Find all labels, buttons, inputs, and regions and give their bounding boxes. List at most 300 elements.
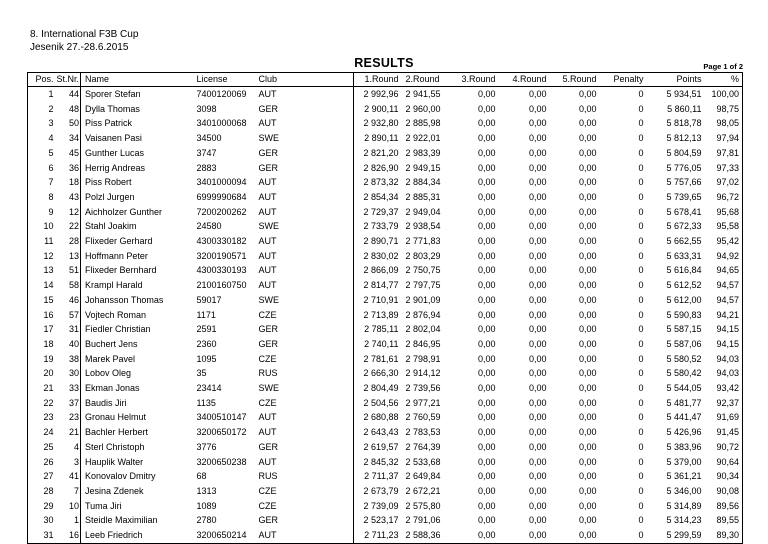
cell-round-3: 0,00	[477, 515, 496, 526]
cell-round-4: 0,00	[528, 294, 547, 305]
table-row	[28, 219, 743, 234]
col-header-percent: %	[705, 73, 743, 87]
cell-percent: 97,02	[705, 175, 743, 190]
event-dates: Jesenik 27.-28.6.2015	[30, 42, 129, 53]
cell-club: GER	[258, 513, 354, 528]
cell-round-5: 0,00	[578, 133, 597, 144]
cell-penalty: 0	[638, 118, 644, 129]
cell-penalty: 0	[638, 515, 644, 526]
table-row	[28, 175, 743, 190]
table-row	[28, 469, 743, 484]
cell-round-4: 0,00	[528, 441, 547, 452]
cell-pos: 14	[28, 278, 55, 293]
table-row	[28, 381, 743, 396]
cell-points: 5 678,41	[666, 206, 702, 217]
cell-name: Dylla Thomas	[85, 103, 140, 114]
cell-points: 5 860,11	[667, 103, 702, 114]
cell-name: Buchert Jens	[85, 338, 138, 349]
cell-penalty: 0	[638, 147, 644, 158]
cell-percent: 94,03	[705, 352, 743, 367]
cell-round-2: 2 739,56	[405, 383, 441, 394]
cell-club: CZE	[258, 499, 354, 514]
cell-round-5: 0,00	[578, 280, 597, 291]
cell-club: AUT	[258, 278, 354, 293]
cell-pos: 8	[28, 190, 55, 205]
cell-penalty: 0	[638, 221, 644, 232]
cell-points: 5 739,65	[666, 191, 702, 202]
cell-license: 3401000068	[196, 118, 247, 129]
cell-points: 5 587,15	[666, 324, 702, 335]
cell-start-number: 36	[55, 161, 81, 176]
cell-percent: 90,08	[705, 484, 743, 499]
cell-points: 5 346,00	[666, 485, 702, 496]
cell-percent: 94,15	[705, 322, 743, 337]
cell-round-2: 2 977,21	[405, 397, 441, 408]
cell-club: CZE	[258, 396, 354, 411]
col-header-round-2: 2.Round	[402, 73, 452, 87]
cell-round-3: 0,00	[477, 427, 496, 438]
cell-pos: 27	[28, 469, 55, 484]
col-header-points: Points	[647, 73, 705, 87]
cell-round-1: 2 890,71	[363, 236, 399, 247]
cell-percent: 91,45	[705, 425, 743, 440]
cell-points: 5 481,77	[666, 397, 702, 408]
cell-start-number: 57	[55, 308, 81, 323]
cell-start-number: 48	[55, 102, 81, 117]
cell-round-4: 0,00	[499, 528, 550, 543]
table-row	[28, 528, 743, 543]
cell-round-3: 0,00	[477, 191, 496, 202]
cell-penalty: 0	[638, 383, 644, 394]
table-row	[28, 513, 743, 528]
cell-percent: 89,30	[705, 528, 743, 543]
cell-round-5: 0,00	[578, 515, 597, 526]
cell-round-5: 0,00	[578, 89, 597, 99]
cell-round-1: 2 523,17	[363, 515, 399, 526]
cell-pos: 10	[28, 219, 55, 234]
cell-round-1: 2 873,32	[363, 177, 399, 188]
cell-start-number: 51	[55, 263, 81, 278]
col-header-name: Name	[81, 73, 196, 87]
cell-pos: 7	[28, 175, 55, 190]
cell-penalty: 0	[638, 427, 644, 438]
cell-percent: 95,42	[705, 234, 743, 249]
cell-percent: 91,69	[705, 410, 743, 425]
cell-round-5: 0,00	[578, 441, 597, 452]
cell-name: Johansson Thomas	[85, 294, 164, 305]
cell-round-1: 2 826,90	[363, 162, 399, 173]
table-row	[28, 278, 743, 293]
cell-round-3: 0,00	[477, 368, 496, 379]
cell-round-2: 2 949,15	[405, 162, 441, 173]
cell-points: 5 776,05	[666, 162, 702, 173]
cell-round-1: 2 643,43	[363, 427, 399, 438]
cell-round-1: 2 821,20	[363, 147, 399, 158]
cell-penalty: 0	[638, 162, 644, 173]
cell-name: Bachler Herbert	[85, 427, 149, 438]
cell-round-3: 0,00	[477, 236, 496, 247]
cell-round-5: 0,00	[578, 191, 597, 202]
cell-round-3: 0,00	[477, 221, 496, 232]
cell-round-2: 2 922,01	[405, 133, 441, 144]
cell-club: AUT	[258, 175, 354, 190]
cell-club: AUT	[258, 190, 354, 205]
cell-penalty: 0	[638, 397, 644, 408]
cell-license: 3098	[196, 103, 217, 114]
cell-points: 5 587,06	[666, 338, 702, 349]
cell-pos: 2	[28, 102, 55, 117]
cell-round-4: 0,00	[528, 456, 547, 467]
cell-percent: 98,05	[705, 116, 743, 131]
cell-round-5: 0,00	[578, 221, 597, 232]
page-indicator: Page 1 of 2	[703, 62, 743, 71]
table-row	[28, 87, 743, 102]
cell-round-3: 0,00	[477, 500, 496, 511]
cell-pos: 18	[28, 337, 55, 352]
cell-round-2: 2 760,59	[405, 412, 441, 423]
cell-license: 59017	[196, 294, 222, 305]
cell-round-1: 2 739,09	[363, 500, 399, 511]
cell-start-number: 46	[55, 293, 81, 308]
cell-round-2: 2 901,09	[405, 294, 441, 305]
cell-round-3: 0,00	[477, 118, 496, 129]
cell-round-3: 0,00	[477, 250, 496, 261]
cell-license: 3401000094	[196, 177, 247, 188]
cell-round-2: 2 885,98	[405, 118, 441, 129]
cell-round-5: 0,00	[578, 485, 597, 496]
cell-round-2: 2 960,00	[405, 103, 441, 114]
cell-pos: 25	[28, 440, 55, 455]
cell-round-4: 0,00	[528, 338, 547, 349]
cell-penalty: 0	[638, 206, 644, 217]
cell-round-2: 2 783,53	[405, 427, 441, 438]
cell-round-3: 0,00	[477, 162, 496, 173]
col-header-round-3: 3.Round	[452, 73, 499, 87]
table-row	[28, 352, 743, 367]
cell-percent: 97,33	[705, 161, 743, 176]
cell-license: 3200650172	[196, 427, 247, 438]
cell-club: AUT	[258, 455, 354, 470]
cell-penalty: 0	[638, 236, 644, 247]
cell-points: 5 544,05	[666, 383, 702, 394]
table-row	[28, 131, 743, 146]
cell-round-3: 0,00	[477, 383, 496, 394]
cell-round-4: 0,00	[528, 221, 547, 232]
cell-start-number: 10	[55, 499, 81, 514]
col-header-pos: Pos.	[28, 73, 55, 87]
col-header-license: License	[196, 73, 258, 87]
cell-round-4: 0,00	[528, 191, 547, 202]
cell-club: GER	[258, 322, 354, 337]
cell-pos: 16	[28, 308, 55, 323]
cell-percent: 90,64	[705, 455, 743, 470]
cell-round-4: 0,00	[528, 280, 547, 291]
table-row	[28, 366, 743, 381]
cell-round-3: 0,00	[477, 89, 496, 99]
cell-round-1: 2 733,79	[363, 221, 399, 232]
cell-pos: 21	[28, 381, 55, 396]
cell-license: 1171	[196, 309, 216, 320]
cell-round-3: 0,00	[477, 147, 496, 158]
cell-penalty: 0	[638, 500, 644, 511]
cell-round-1: 2 711,37	[364, 471, 399, 482]
cell-club: CZE	[258, 308, 354, 323]
cell-club: GER	[258, 440, 354, 455]
cell-percent: 89,56	[705, 499, 743, 514]
cell-pos: 24	[28, 425, 55, 440]
cell-points: 5 299,59	[647, 528, 705, 543]
cell-pos: 31	[28, 528, 55, 543]
cell-round-5: 0,00	[578, 353, 597, 364]
cell-name: Tuma Jiri	[85, 500, 122, 511]
cell-club: AUT	[258, 249, 354, 264]
cell-club: GER	[258, 161, 354, 176]
cell-penalty: 0	[638, 471, 644, 482]
cell-points: 5 580,42	[666, 368, 702, 379]
cell-round-4: 0,00	[528, 177, 547, 188]
cell-percent: 95,58	[705, 219, 743, 234]
cell-percent: 92,37	[705, 396, 743, 411]
cell-points: 5 314,23	[666, 515, 702, 526]
cell-round-5: 0,00	[578, 177, 597, 188]
cell-pos: 26	[28, 455, 55, 470]
cell-penalty: 0	[638, 280, 644, 291]
cell-points: 5 426,96	[666, 427, 702, 438]
cell-penalty: 0	[638, 309, 644, 320]
cell-round-3: 0,00	[477, 338, 496, 349]
cell-license: 35	[196, 368, 207, 379]
cell-round-5: 0,00	[578, 324, 597, 335]
cell-round-3: 0,00	[477, 206, 496, 217]
cell-percent: 94,65	[705, 263, 743, 278]
table-row	[28, 455, 743, 470]
cell-penalty: 0	[638, 191, 644, 202]
cell-round-3: 0,00	[477, 280, 496, 291]
cell-start-number: 37	[55, 396, 81, 411]
cell-round-5: 0,00	[578, 309, 597, 320]
header-row	[28, 73, 743, 87]
cell-pos: 29	[28, 499, 55, 514]
cell-name: Piss Robert	[85, 177, 132, 188]
cell-round-2: 2 575,80	[405, 500, 441, 511]
cell-penalty: 0	[638, 133, 644, 144]
cell-round-5: 0,00	[578, 250, 597, 261]
cell-round-1: 2 673,79	[363, 485, 399, 496]
cell-round-3: 0,00	[452, 528, 499, 543]
cell-round-1: 2 729,37	[363, 206, 399, 217]
cell-round-5: 0,00	[578, 162, 597, 173]
cell-points: 5 818,78	[666, 118, 702, 129]
results-heading: RESULTS	[354, 56, 414, 70]
cell-round-2: 2 672,21	[405, 485, 441, 496]
col-header-round-4: 4.Round	[499, 73, 550, 87]
table-row	[28, 396, 743, 411]
table-row	[28, 102, 743, 117]
cell-club: CZE	[258, 352, 354, 367]
cell-start-number: 44	[55, 87, 81, 102]
cell-start-number: 18	[55, 175, 81, 190]
cell-pos: 5	[28, 146, 55, 161]
cell-club: AUT	[258, 87, 354, 102]
cell-round-3: 0,00	[477, 265, 496, 276]
cell-points: 5 757,66	[666, 177, 702, 188]
cell-club: AUT	[258, 116, 354, 131]
cell-license: 6999990684	[196, 191, 247, 202]
cell-points: 5 934,51	[666, 89, 702, 99]
cell-round-3: 0,00	[477, 441, 496, 452]
cell-license: 2780	[196, 515, 217, 526]
cell-round-2: 2 885,31	[405, 191, 441, 202]
cell-license: 1089	[196, 500, 217, 511]
cell-start-number: 34	[55, 131, 81, 146]
table-row	[28, 293, 743, 308]
cell-club: AUT	[258, 528, 354, 543]
table-row	[28, 263, 743, 278]
cell-club: AUT	[258, 263, 354, 278]
cell-round-3: 0,00	[477, 133, 496, 144]
cell-license: 23414	[196, 383, 222, 394]
cell-license: 2100160750	[196, 280, 247, 291]
cell-round-4: 0,00	[528, 162, 547, 173]
cell-round-1: 2 666,30	[363, 368, 399, 379]
cell-round-2: 2 876,94	[405, 309, 441, 320]
cell-club: SWE	[258, 293, 354, 308]
cell-round-1: 2 781,61	[363, 353, 399, 364]
cell-round-1: 2 830,02	[363, 250, 399, 261]
cell-name: Vaisanen Pasi	[85, 133, 142, 144]
cell-round-2: 2 846,95	[405, 338, 441, 349]
cell-percent: 95,68	[705, 205, 743, 220]
cell-percent: 96,72	[705, 190, 743, 205]
table-row	[28, 499, 743, 514]
results-table-body	[28, 87, 743, 544]
cell-round-4: 0,00	[528, 324, 547, 335]
cell-round-5: 0,00	[578, 456, 597, 467]
cell-name: Hoffmann Peter	[85, 250, 148, 261]
cell-round-5: 0,00	[578, 236, 597, 247]
col-header-club: Club	[258, 73, 354, 87]
cell-name: Baudis Jiri	[85, 397, 127, 408]
cell-round-2: 2 884,34	[405, 177, 441, 188]
cell-points: 5 662,55	[666, 236, 702, 247]
cell-penalty: 0	[600, 528, 647, 543]
cell-round-4: 0,00	[528, 250, 547, 261]
cell-round-3: 0,00	[477, 309, 496, 320]
cell-pos: 12	[28, 249, 55, 264]
cell-round-2: 2 750,75	[405, 265, 441, 276]
cell-round-3: 0,00	[477, 324, 496, 335]
cell-round-2: 2 914,12	[405, 368, 441, 379]
cell-license: 3747	[196, 147, 217, 158]
cell-round-2: 2 798,91	[405, 353, 441, 364]
cell-pos: 17	[28, 322, 55, 337]
cell-round-3: 0,00	[477, 412, 496, 423]
cell-round-5: 0,00	[578, 265, 597, 276]
cell-name: Flixeder Gerhard	[85, 236, 153, 247]
cell-percent: 98,75	[705, 102, 743, 117]
table-row	[28, 205, 743, 220]
cell-round-1: 2 740,11	[364, 338, 399, 349]
cell-percent: 97,81	[705, 146, 743, 161]
cell-start-number: 1	[55, 513, 81, 528]
cell-round-3: 0,00	[477, 397, 496, 408]
cell-pos: 23	[28, 410, 55, 425]
cell-percent: 94,92	[705, 249, 743, 264]
cell-start-number: 16	[55, 528, 81, 543]
cell-pos: 15	[28, 293, 55, 308]
cell-penalty: 0	[638, 338, 644, 349]
cell-round-4: 0,00	[528, 368, 547, 379]
cell-name: Sporer Stefan	[85, 89, 141, 99]
cell-round-2: 2 941,55	[405, 89, 441, 99]
cell-start-number: 45	[55, 146, 81, 161]
cell-points: 5 314,89	[666, 500, 702, 511]
cell-name: Polzl Jurgen	[85, 191, 135, 202]
cell-round-2: 2 938,54	[405, 221, 441, 232]
cell-round-2: 2 588,36	[402, 528, 452, 543]
cell-round-4: 0,00	[528, 515, 547, 526]
cell-name: Aichholzer Gunther	[85, 206, 163, 217]
cell-round-5: 0,00	[578, 427, 597, 438]
cell-license: 3200650214	[196, 528, 258, 543]
col-header-penalty: Penalty	[600, 73, 647, 87]
cell-name: Gunther Lucas	[85, 147, 145, 158]
cell-start-number: 43	[55, 190, 81, 205]
cell-start-number: 30	[55, 366, 81, 381]
table-row	[28, 161, 743, 176]
cell-round-3: 0,00	[477, 471, 496, 482]
table-row	[28, 116, 743, 131]
cell-round-1: 2 900,11	[364, 103, 399, 114]
cell-round-1: 2 845,32	[363, 456, 399, 467]
cell-round-1: 2 619,57	[363, 441, 399, 452]
table-row	[28, 484, 743, 499]
cell-start-number: 28	[55, 234, 81, 249]
cell-license: 34500	[196, 133, 222, 144]
results-table	[27, 72, 743, 544]
cell-round-5: 0,00	[550, 528, 600, 543]
cell-start-number: 40	[55, 337, 81, 352]
cell-club: RUS	[258, 366, 354, 381]
cell-start-number: 4	[55, 440, 81, 455]
cell-name: Sterl Christoph	[85, 441, 145, 452]
cell-start-number: 12	[55, 205, 81, 220]
cell-name: Herrig Andreas	[85, 162, 146, 173]
table-row	[28, 410, 743, 425]
cell-penalty: 0	[638, 250, 644, 261]
cell-points: 5 612,00	[666, 294, 702, 305]
cell-pos: 11	[28, 234, 55, 249]
cell-name: Gronau Helmut	[85, 412, 147, 423]
cell-round-5: 0,00	[578, 383, 597, 394]
cell-round-2: 2 797,75	[405, 280, 441, 291]
cell-percent: 94,03	[705, 366, 743, 381]
cell-club: AUT	[258, 410, 354, 425]
cell-round-4: 0,00	[528, 236, 547, 247]
cell-round-4: 0,00	[528, 147, 547, 158]
cell-pos: 22	[28, 396, 55, 411]
cell-points: 5 633,31	[666, 250, 702, 261]
cell-round-2: 2 949,04	[405, 206, 441, 217]
cell-club: AUT	[258, 234, 354, 249]
cell-name: Konovalov Dmitry	[85, 471, 156, 482]
cell-round-5: 0,00	[578, 294, 597, 305]
table-row	[28, 234, 743, 249]
cell-round-4: 0,00	[528, 353, 547, 364]
cell-round-4: 0,00	[528, 206, 547, 217]
cell-name: Hauplik Walter	[85, 456, 144, 467]
cell-round-3: 0,00	[477, 294, 496, 305]
